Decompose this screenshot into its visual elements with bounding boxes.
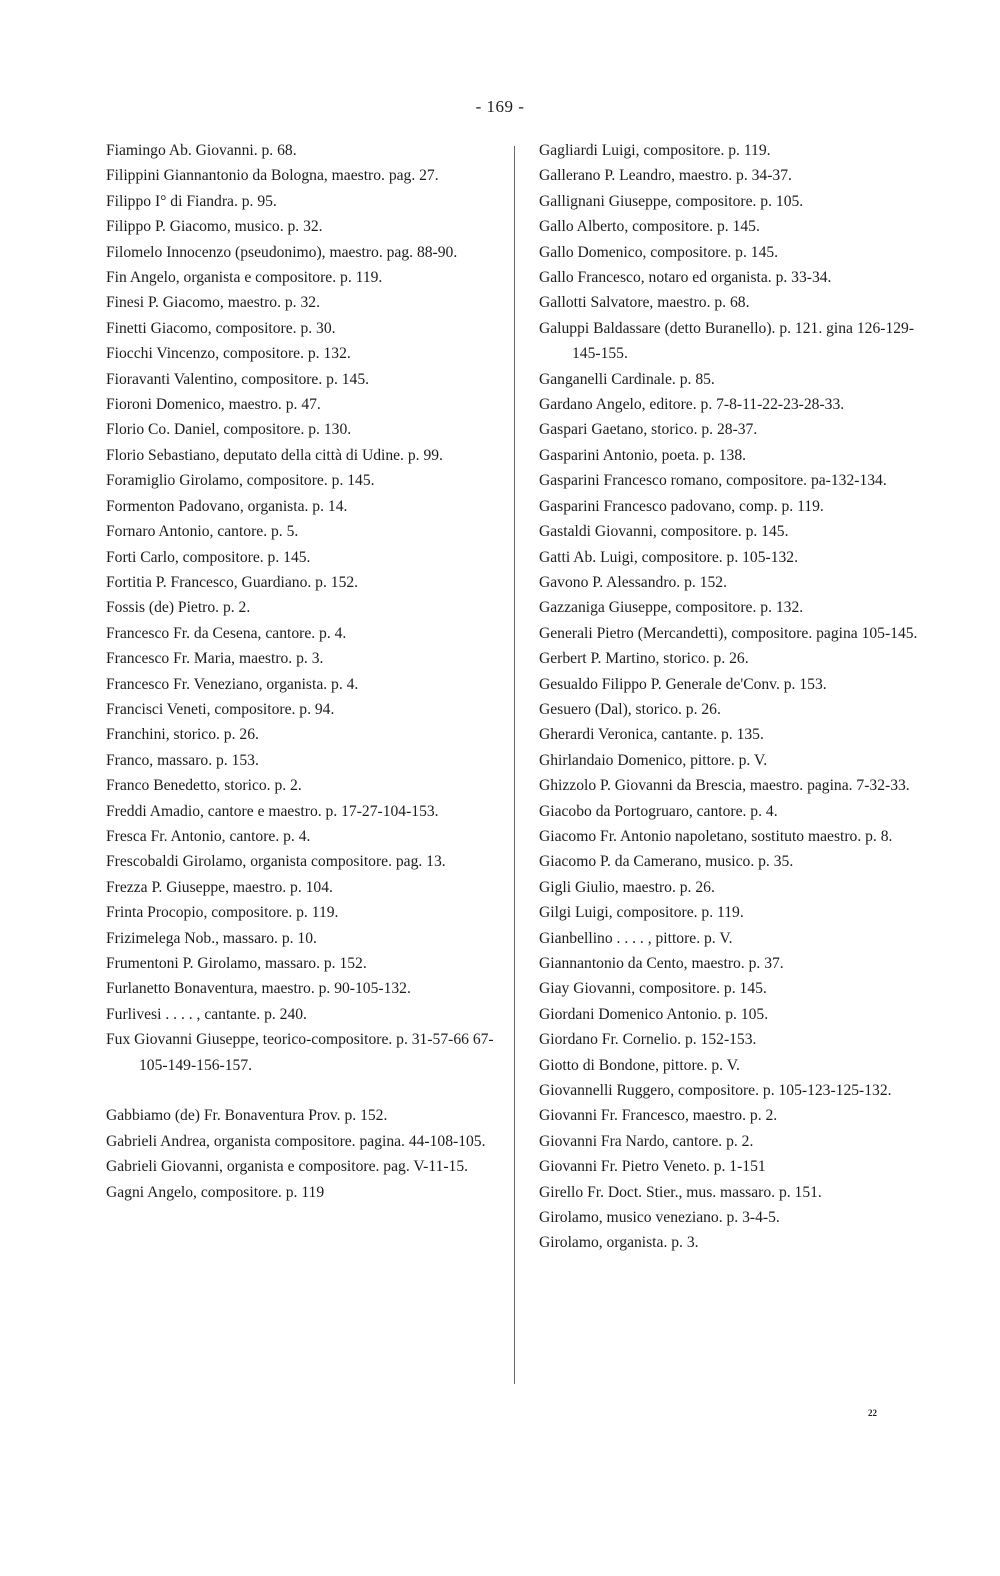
index-entry: Furlanetto Bonaventura, maestro. p. 90-105-132. [106, 980, 411, 998]
index-entry: Gesualdo Filippo P. Generale de'Conv. p. 153. [539, 675, 827, 693]
index-entry: Gasparini Francesco romano, compositore. pa-132-134. [539, 472, 887, 490]
index-entry: Finesi P. Giacomo, maestro. p. 32. [106, 294, 320, 312]
index-entry: Girolamo, organista. p. 3. [539, 1234, 699, 1252]
index-entry: Frumentoni P. Girolamo, massaro. p. 152. [106, 955, 367, 972]
index-entry: Florio Co. Daniel, compositore. p. 130. [106, 421, 352, 439]
index-entry: Giannantonio da Cento, maestro. p. 37. [539, 955, 784, 972]
section-gap [106, 1078, 498, 1103]
index-entry: Gaspari Gaetano, storico. p. 28-37. [539, 421, 758, 439]
index-entry: Ghirlandaio Domenico, pittore. p. V. [539, 751, 768, 769]
index-entry: Giovanni Fra Nardo, cantore. p. 2. [539, 1132, 754, 1150]
index-entry: Fossis (de) Pietro. p. 2. [106, 599, 251, 617]
index-entry: Formenton Padovano, organista. p. 14. [106, 497, 348, 515]
index-entry: Gagni Angelo, compositore. p. 119 [106, 1183, 325, 1201]
index-entry: Francesco Fr. Veneziano, organista. p. 4. [106, 675, 359, 693]
index-entry: Fin Angelo, organista e compositore. p. 119. [106, 269, 383, 287]
index-column-right [539, 138, 939, 1256]
index-entry: Giordano Fr. Cornelio. p. 152-153. [539, 1031, 757, 1049]
index-entry: Gallerano P. Leandro, maestro. p. 34-37. [539, 167, 792, 185]
index-entry: Gavono P. Alessandro. p. 152. [539, 573, 727, 591]
index-entry: Giovanni Fr. Francesco, maestro. p. 2. [539, 1107, 778, 1125]
index-entry: Giordani Domenico Antonio. p. 105. [539, 1005, 769, 1023]
index-entry: Gianbellino . . . . , pittore. p. V. [539, 929, 733, 947]
index-entry: Franchini, storico. p. 26. [106, 726, 259, 744]
index-entry: Fortitia P. Francesco, Guardiano. p. 152. [106, 573, 359, 591]
index-entry: Gatti Ab. Luigi, compositore. p. 105-132. [539, 548, 799, 566]
index-entry: Florio Sebastiano, deputato della città di Udine. p. 99. [106, 446, 443, 464]
index-entry: Generali Pietro (Mercandetti), compositore. pagina 105-145. [539, 624, 918, 642]
column-divider [514, 146, 515, 1384]
index-entry: Francesco Fr. da Cesena, cantore. p. 4. [106, 624, 347, 642]
index-entry: Gasparini Francesco padovano, comp. p. 119. [539, 497, 824, 515]
index-entry: Girolamo, musico veneziano. p. 3-4-5. [539, 1209, 780, 1227]
index-entry: Gagliardi Luigi, compositore. p. 119. [539, 142, 771, 159]
index-entry: Giacomo Fr. Antonio napoletano, sostituto maestro. p. 8. [539, 827, 893, 845]
index-entry: Freddi Amadio, cantore e maestro. p. 17-27-104-153. [106, 802, 439, 820]
index-entry: Frizimelega Nob., massaro. p. 10. [106, 929, 317, 947]
index-entry: Galuppi Baldassare (detto Buranello). p. 121. gina 126-129-145-155. [539, 319, 915, 363]
index-section-g [539, 138, 939, 1256]
index-entry: Gallo Francesco, notaro ed organista. p. 33-34. [539, 269, 832, 287]
index-entry: Gallo Alberto, compositore. p. 145. [539, 218, 760, 236]
index-entry: Gastaldi Giovanni, compositore. p. 145. [539, 523, 789, 541]
index-entry: Fresca Fr. Antonio, cantore. p. 4. [106, 827, 311, 845]
index-entry: Fioravanti Valentino, compositore. p. 145. [106, 370, 370, 388]
index-entry: Fornaro Antonio, cantore. p. 5. [106, 523, 299, 541]
index-entry: Franco Benedetto, storico. p. 2. [106, 777, 302, 795]
index-entry: Giovannelli Ruggero, compositore. p. 105-123-125-132. [539, 1082, 892, 1100]
index-entry: Girello Fr. Doct. Stier., mus. massaro. p. 151. [539, 1183, 822, 1201]
index-entry: Filippo P. Giacomo, musico. p. 32. [106, 218, 323, 236]
index-entry: Finetti Giacomo, compositore. p. 30. [106, 319, 336, 337]
index-entry: Fiamingo Ab. Giovanni. p. 68. [106, 142, 297, 159]
index-entry: Francisci Veneti, compositore. p. 94. [106, 700, 335, 718]
page-number: - 169 - [475, 97, 525, 116]
index-entry: Furlivesi . . . . , cantante. p. 240. [106, 1005, 307, 1023]
index-entry: Fiocchi Vincenzo, compositore. p. 132. [106, 345, 351, 363]
index-entry: Gabrieli Andrea, organista compositore. pagina. 44-108-105. [106, 1132, 486, 1150]
index-entry: Frinta Procopio, compositore. p. 119. [106, 904, 339, 922]
index-entry: Gesuero (Dal), storico. p. 26. [539, 700, 721, 718]
index-column-left [106, 138, 498, 1205]
index-entry: Gigli Giulio, maestro. p. 26. [539, 878, 715, 896]
index-entry: Filippo I° di Fiandra. p. 95. [106, 192, 277, 210]
index-entry: Giovanni Fr. Pietro Veneto. p. 1-151 [539, 1158, 766, 1176]
index-entry: Fioroni Domenico, maestro. p. 47. [106, 396, 321, 414]
signature-mark: 22 [868, 1408, 877, 1418]
index-entry: Franco, massaro. p. 153. [106, 751, 259, 769]
index-section-g-start [106, 1103, 498, 1205]
index-entry: Gallignani Giuseppe, compositore. p. 105. [539, 192, 804, 210]
index-entry: Francesco Fr. Maria, maestro. p. 3. [106, 650, 324, 668]
index-section-f [106, 138, 498, 1078]
index-entry: Giotto di Bondone, pittore. p. V. [539, 1056, 740, 1074]
index-entry: Gallo Domenico, compositore. p. 145. [539, 243, 779, 261]
index-entry: Gasparini Antonio, poeta. p. 138. [539, 446, 747, 464]
index-entry: Ganganelli Cardinale. p. 85. [539, 370, 715, 388]
index-entry: Gerbert P. Martino, storico. p. 26. [539, 650, 749, 668]
index-entry: Fux Giovanni Giuseppe, teorico-compositore. p. 31-57-66 67-105-149-156-157. [106, 1031, 494, 1074]
index-entry: Gabrieli Giovanni, organista e compositore. pag. V-11-15. [106, 1158, 469, 1176]
index-entry: Gilgi Luigi, compositore. p. 119. [539, 904, 744, 922]
index-entry: Ghizzolo P. Giovanni da Brescia, maestro. pagina. 7-32-33. [539, 777, 910, 795]
index-entry: Gardano Angelo, editore. p. 7-8-11-22-23-28-33. [539, 396, 845, 414]
index-entry: Filippini Giannantonio da Bologna, maestro. pag. 27. [106, 167, 439, 185]
index-entry: Gazzaniga Giuseppe, compositore. p. 132. [539, 599, 804, 617]
index-entry: Gabbiamo (de) Fr. Bonaventura Prov. p. 152. [106, 1107, 388, 1125]
index-entry: Giay Giovanni, compositore. p. 145. [539, 980, 767, 998]
index-entry: Gherardi Veronica, cantante. p. 135. [539, 726, 764, 744]
index-entry: Frezza P. Giuseppe, maestro. p. 104. [106, 878, 333, 896]
index-entry: Gallotti Salvatore, maestro. p. 68. [539, 294, 750, 312]
index-entry: Filomelo Innocenzo (pseudonimo), maestro. pag. 88-90. [106, 243, 458, 261]
index-entry: Giacomo P. da Camerano, musico. p. 35. [539, 853, 794, 871]
index-entry: Frescobaldi Girolamo, organista compositore. pag. 13. [106, 853, 446, 871]
index-entry: Forti Carlo, compositore. p. 145. [106, 548, 311, 566]
index-entry: Giacobo da Portogruaro, cantore. p. 4. [539, 802, 778, 820]
index-entry: Foramiglio Girolamo, compositore. p. 145. [106, 472, 375, 490]
